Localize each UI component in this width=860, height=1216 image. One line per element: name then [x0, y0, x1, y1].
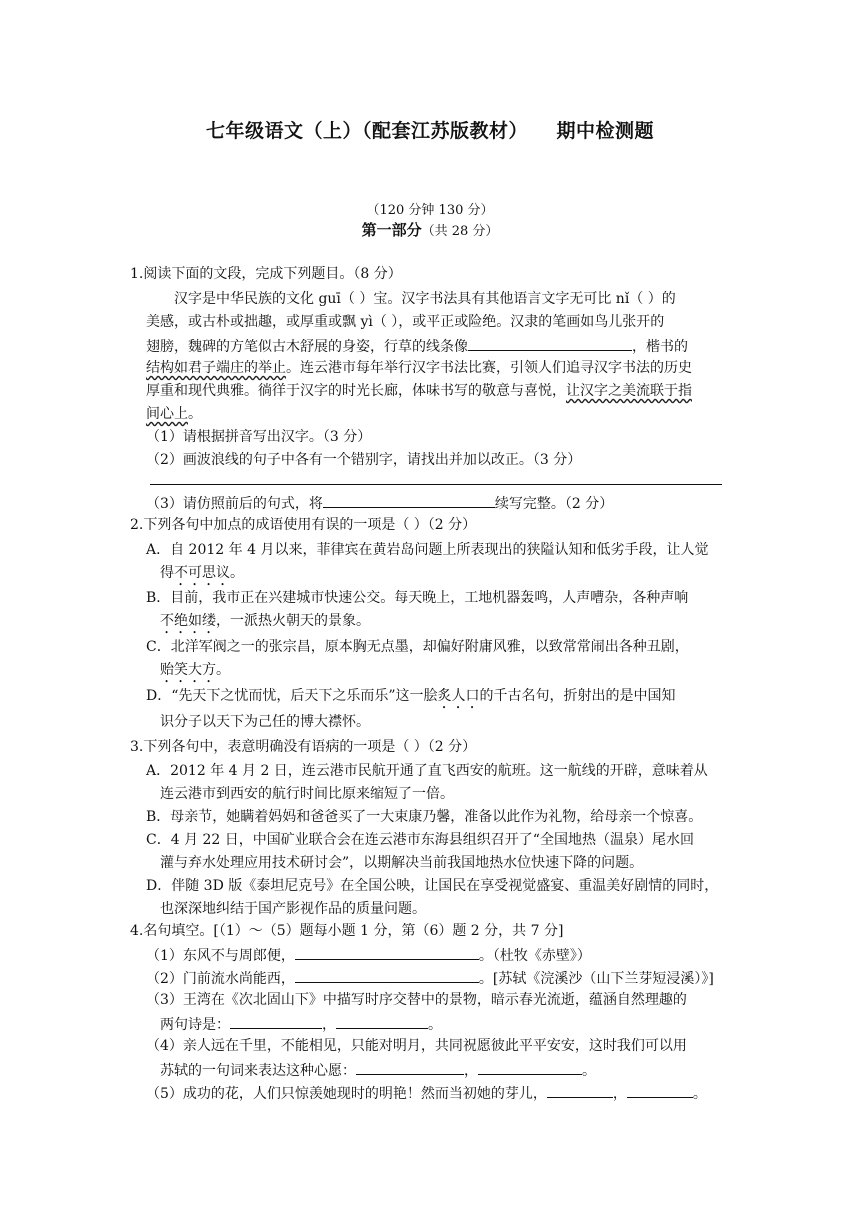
- q2-option-d-cont: 识分子以天下为己任的博大襟怀。: [160, 714, 370, 730]
- q2-option-b-cont-text: ，一派热火朝天的景象。: [216, 613, 370, 629]
- q4-item-3-cont-text: 两句诗是：: [160, 1017, 230, 1033]
- q1-passage-line-4: [146, 359, 692, 377]
- q4-item-1-text: （1）东风不与周郎便，: [146, 948, 295, 964]
- q1-sub-3-blank[interactable]: [323, 493, 495, 508]
- q4-item-1-blank[interactable]: [295, 945, 479, 960]
- exam-duration-score: （120 分钟 130 分）: [366, 203, 494, 218]
- q2-option-a: A．自 2012 年 4 月以来，菲律宾在黄岩岛问题上所表现出的狭隘认知和低劣手段，让人觉: [146, 542, 709, 558]
- q2-option-c-cont: [160, 661, 230, 686]
- q3-option-a-cont: 连云港市到西安的航行时间比原来缩短了一倍。: [160, 786, 454, 802]
- q3-option-c-cont: 灌与弃水处理应用技术研讨会”，以期解决当前我国地热水位快速下降的问题。: [160, 855, 644, 871]
- q4-item-4-blank-1[interactable]: [356, 1060, 464, 1075]
- q2-dotted-idiom-d: 炙人口: [437, 688, 480, 704]
- q2-option-c: C．北洋军阀之一的张宗昌，原本胸无点墨，却偏好附庸风雅，以致常常闹出各种丑剧，: [146, 639, 689, 655]
- q3-option-c: C．4 月 22 日，中国矿业联合会在连云港市东海县组织召开了“全国地热（温泉）尾水回: [146, 832, 694, 848]
- q2-option-a-cont-text: 得: [160, 565, 174, 581]
- q4-item-4-cont-text: 苏轼的一句词来表达这种心愿：: [160, 1063, 356, 1079]
- q4-item-1: [146, 945, 591, 965]
- q4-item-2-blank[interactable]: [295, 968, 479, 983]
- q1-sub-3-text: （3）请仿照前后的句式，将: [146, 496, 323, 512]
- part-score: （共 28 分）: [421, 224, 499, 239]
- q1-wavy-sentence-2: 让汉字之美流联于指: [566, 383, 692, 399]
- q1-passage-line-6: [146, 405, 202, 423]
- q4-item-2: [146, 968, 714, 988]
- q1-passage-line-1: 汉字是中华民族的文化 guī（ ）宝。汉字书法具有其他语言文字无可比 nǐ（ ）的: [174, 291, 676, 307]
- part-heading: [0, 219, 860, 240]
- q4-item-3-blank-2[interactable]: [336, 1014, 428, 1029]
- q4-item-4-cont: [160, 1060, 596, 1080]
- q1-sub-3-tail: 续写完整。（2 分）: [494, 496, 614, 512]
- q4-item-5-blank-2[interactable]: [627, 1083, 693, 1098]
- q2-dotted-idiom-b: 不绝如缕: [160, 613, 216, 629]
- part-title: 第一部分: [361, 221, 422, 239]
- q1-passage-line-3: [146, 336, 688, 356]
- q2-option-d-text: D．“先天下之忧而忧，后天下之乐而乐”这一脍: [146, 688, 438, 704]
- q4-item-3: （3）王湾在《次北固山下》中描写时序交替中的景物，暗示春光流逝，蕴涵自然理趣的: [146, 992, 687, 1008]
- q1-passage-line-6-text: 。: [188, 406, 202, 422]
- q3-option-a: A．2012 年 4 月 2 日，连云港市民航开通了直飞西安的航班。这一航线的开辟，意味着从: [146, 763, 708, 779]
- q2-option-a-cont-tail: 。: [230, 565, 244, 581]
- q2-option-b: B．目前，我市正在兴建城市快速公交。每天晚上，工地机器轰鸣，人声嘈杂，各种声响: [146, 590, 689, 606]
- q1-sub-3: [146, 493, 613, 513]
- q1-passage-line-3-text: 翅膀，魏碑的方笔似古木舒展的身姿，行草的线条像: [146, 339, 468, 355]
- q3-option-b: B．母亲节，她瞒着妈妈和爸爸买了一大束康乃馨，准备以此作为礼物，给母亲一个惊喜。: [146, 809, 703, 825]
- q3-stem: 3.下列各句中，表意明确没有语病的一项是（ ）（2 分）: [130, 739, 477, 755]
- q4-item-5-text: （5）成功的花，人们只惊羡她现时的明艳！然而当初她的芽儿，: [146, 1086, 547, 1102]
- q1-passage-line-5-text: 厚重和现代典雅。徜徉于汉字的时光长廊，体味书写的敬意与喜悦，: [146, 383, 566, 399]
- q1-sub-2: （2）画波浪线的句子中各有一个错别字，请找出并加以改正。（3 分）: [146, 452, 582, 468]
- q2-option-c-cont-text: 。: [216, 662, 230, 678]
- q1-answer-line[interactable]: [150, 484, 722, 485]
- q4-stem: 4.名句填空。[（1）～（5）题每小题 1 分，第（6）题 2 分，共 7 分]: [130, 923, 564, 939]
- q4-item-3-comma: ，: [322, 1017, 336, 1033]
- q4-item-4-blank-2[interactable]: [478, 1060, 582, 1075]
- q1-stem: 1.阅读下面的文段，完成下列题目。（8 分）: [130, 266, 402, 282]
- q4-item-5-comma: ，: [612, 1086, 627, 1102]
- q2-dotted-idiom-a: 不可思议: [174, 565, 230, 581]
- q4-item-5-period: 。: [692, 1086, 707, 1102]
- q4-item-4-comma: ，: [464, 1063, 478, 1079]
- q4-item-3-blank-1[interactable]: [230, 1014, 322, 1029]
- q4-item-1-source: 。（杜牧《赤壁》）: [478, 948, 591, 964]
- q4-item-5: [146, 1083, 707, 1103]
- q2-option-d: [146, 687, 676, 712]
- q4-item-2-source: 。[苏轼《浣溪沙（山下兰芽短浸溪）》]: [478, 971, 714, 987]
- q2-dotted-idiom-c: 贻笑大方: [160, 662, 216, 678]
- q1-passage-line-2: 美感，或古朴或拙趣，或厚重或飘 yì（ ），或平正或险绝。汉隶的笔画如鸟儿张开的: [146, 314, 665, 330]
- q2-stem: 2.下列各句中加点的成语使用有误的一项是（ ）（2 分）: [130, 517, 477, 533]
- q2-option-a-cont: [160, 564, 244, 589]
- q2-option-b-cont: [160, 612, 370, 637]
- q4-item-5-blank-1[interactable]: [547, 1083, 613, 1098]
- q2-option-d-tail: 的千古名句，折射出的是中国知: [479, 688, 676, 704]
- q1-wavy-sentence-2-end: 间心上: [146, 406, 188, 422]
- q4-item-3-period: 。: [428, 1017, 442, 1033]
- q4-item-4-period: 。: [582, 1063, 596, 1079]
- q1-passage-line-5: [146, 382, 692, 400]
- q3-option-d-cont: 也深深地纠结于国产影视作品的质量问题。: [160, 901, 426, 917]
- q3-option-d: D．伴随 3D 版《泰坦尼克号》在全国公映，让国民在享受视觉盛宴、重温美好剧情的同时，: [146, 878, 719, 894]
- page-title: 七年级语文（上）（配套江苏版教材） 期中检测题: [206, 120, 654, 142]
- q1-wavy-sentence-1: 结构如君子端庄的举止: [146, 360, 286, 376]
- q4-item-4: （4）亲人远在千里，不能相见，只能对明月，共同祝愿彼此平平安安，这时我们可以用: [146, 1038, 687, 1054]
- q1-sub-1: （1）请根据拼音写出汉字。（3 分）: [146, 429, 372, 445]
- q4-item-3-cont: [160, 1014, 442, 1034]
- q1-fill-blank[interactable]: [468, 336, 632, 351]
- q1-passage-line-3-tail: ，楷书的: [632, 339, 688, 355]
- q4-item-2-text: （2）门前流水尚能西，: [146, 971, 295, 987]
- q1-passage-line-4-text: 。连云港市每年举行汉字书法比赛，引领人们追寻汉字书法的历史: [286, 360, 692, 376]
